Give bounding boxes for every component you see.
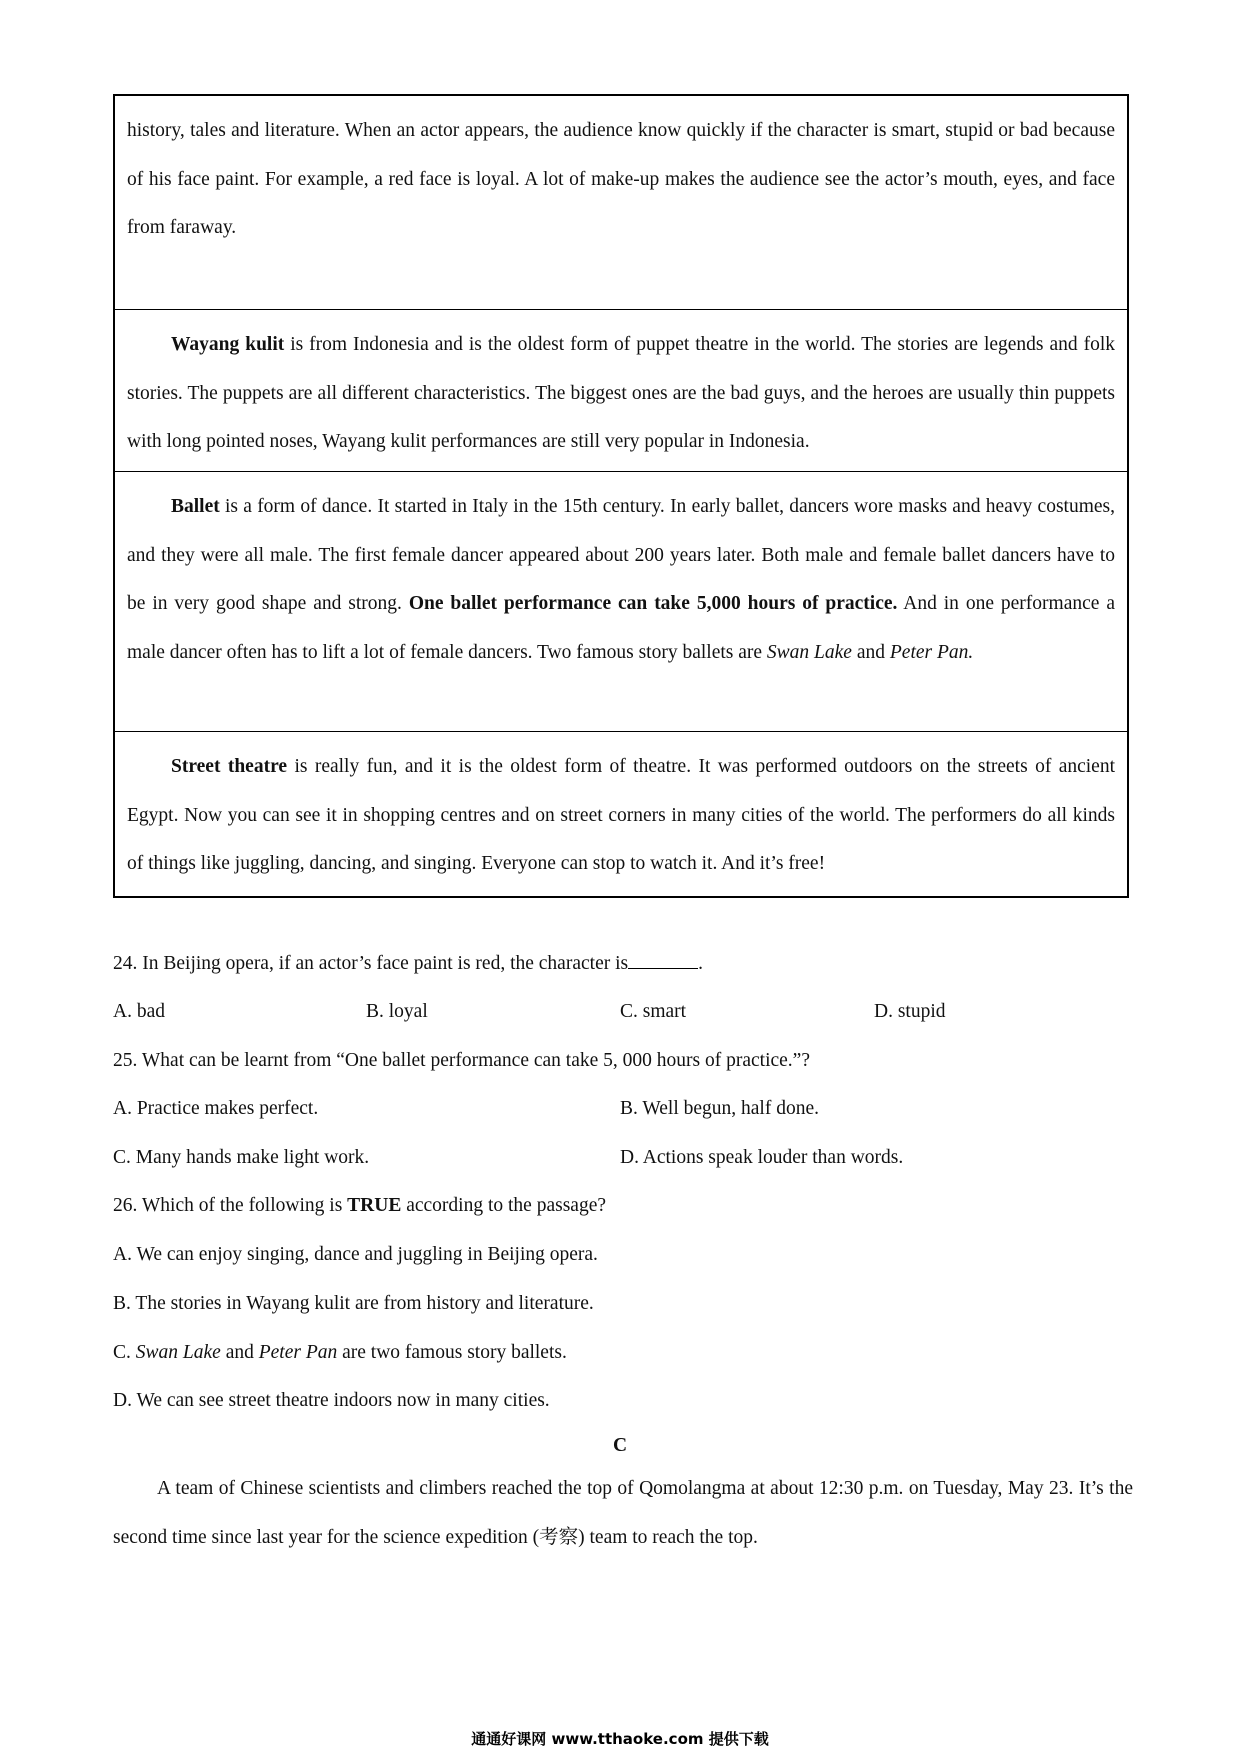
question-24-end: . <box>698 953 703 974</box>
ballet-text-2: And in one performance a male dancer often has to lift a lot of female dancers. Two famous story ballets are <box>127 593 1115 663</box>
question-24-option-b[interactable]: B. loyal <box>366 1001 428 1022</box>
question-26-text-pre: 26. Which of the following is <box>113 1195 348 1216</box>
passage-table <box>113 94 1129 898</box>
passage-cell-street-theatre <box>115 731 1127 896</box>
question-26-option-c[interactable] <box>113 1339 567 1367</box>
passage-cell-beijing-opera <box>115 96 1127 309</box>
passage-cell-wayang-kulit <box>115 309 1127 471</box>
question-25-option-d[interactable]: D. Actions speak louder than words. <box>620 1147 904 1168</box>
ballet-title-swan-lake: Swan Lake <box>766 641 852 663</box>
question-26-option-c-title-1: Swan Lake <box>135 1342 221 1363</box>
section-c-heading: C <box>612 1435 628 1456</box>
ballet-and: and <box>851 641 890 663</box>
question-25-option-a[interactable]: A. Practice makes perfect. <box>113 1098 319 1119</box>
question-26-stem <box>113 1192 1133 1220</box>
question-26-option-c-suffix: are two famous story ballets. <box>337 1342 567 1363</box>
wayang-kulit-term: Wayang kulit <box>171 334 285 355</box>
street-theatre-text: is really fun, and it is the oldest form of theatre. It was performed outdoors on the streets of ancient Egypt. Now you can see it in shopping centres and on street corners in many cities of the world. The performers do all kinds of things like juggling, dancing, and singing. Everyone can stop to watch it. And it’s free! <box>127 756 1115 874</box>
question-26-option-c-title-2: Peter Pan <box>258 1342 338 1363</box>
question-26-option-a[interactable]: A. We can enjoy singing, dance and juggling in Beijing opera. <box>113 1244 598 1265</box>
question-25-stem: 25. What can be learnt from “One ballet performance can take 5, 000 hours of practice.”? <box>113 1050 810 1071</box>
street-theatre-term: Street theatre <box>171 756 288 777</box>
answer-blank <box>628 950 698 969</box>
ballet-title-peter-pan: Peter Pan. <box>889 641 974 663</box>
question-25-option-c[interactable]: C. Many hands make light work. <box>113 1147 370 1168</box>
question-25-option-b[interactable]: B. Well begun, half done. <box>620 1098 819 1119</box>
question-26-text-post: according to the passage? <box>401 1195 607 1216</box>
section-c-paragraph: A team of Chinese scientists and climbers reached the top of Qomolangma at about 12:30 p.m. on Tuesday, May 23. It’s the second time since last year for the science expedition (考察) team to reach the top. <box>113 1478 1133 1548</box>
page-footer: 通通好课网 www.tthaoke.com 提供下载 <box>471 1730 769 1748</box>
question-26-option-c-and: and <box>220 1342 259 1363</box>
street-theatre-paragraph <box>127 743 1115 889</box>
passage-cell-ballet <box>115 471 1127 731</box>
ballet-term: Ballet <box>171 496 220 517</box>
wayang-kulit-text: is from Indonesia and is the oldest form of puppet theatre in the world. The stories are legends and folk stories. The puppets are all different characteristics. The biggest ones are the bad guys, and the heroes are usually thin puppets with long pointed noses, Wayang kulit performances are still very popular in Indonesia. <box>127 334 1115 452</box>
question-26-option-b[interactable]: B. The stories in Wayang kulit are from history and literature. <box>113 1293 594 1314</box>
question-24-text: 24. In Beijing opera, if an actor’s face paint is red, the character is <box>113 953 629 974</box>
question-26-option-c-prefix: C. <box>113 1342 136 1363</box>
wayang-kulit-paragraph <box>127 321 1115 467</box>
ballet-paragraph <box>127 483 1115 677</box>
beijing-opera-text: history, tales and literature. When an actor appears, the audience know quickly if the character is smart, stupid or bad because of his face paint. For example, a red face is loyal. A lot of make-up makes the audience see the actor’s mouth, eyes, and face from faraway. <box>127 120 1115 238</box>
ballet-text-1: is a form of dance. It started in Italy in the 15th century. In early ballet, dancers wore masks and heavy costumes, and they were all male. The first female dancer appeared about 200 years later. Both male and female ballet dancers have to be in very good shape and strong. <box>127 496 1115 614</box>
question-24-stem <box>113 950 1133 978</box>
question-24-option-d[interactable]: D. stupid <box>874 1001 946 1022</box>
question-24-option-c[interactable]: C. smart <box>620 1001 687 1022</box>
question-26-bold-word: TRUE <box>347 1195 402 1216</box>
ballet-bold-sentence: One ballet performance can take 5,000 hours of practice. <box>408 593 898 614</box>
question-26-option-d[interactable]: D. We can see street theatre indoors now in many cities. <box>113 1390 550 1411</box>
question-24-option-a[interactable]: A. bad <box>113 1001 165 1022</box>
